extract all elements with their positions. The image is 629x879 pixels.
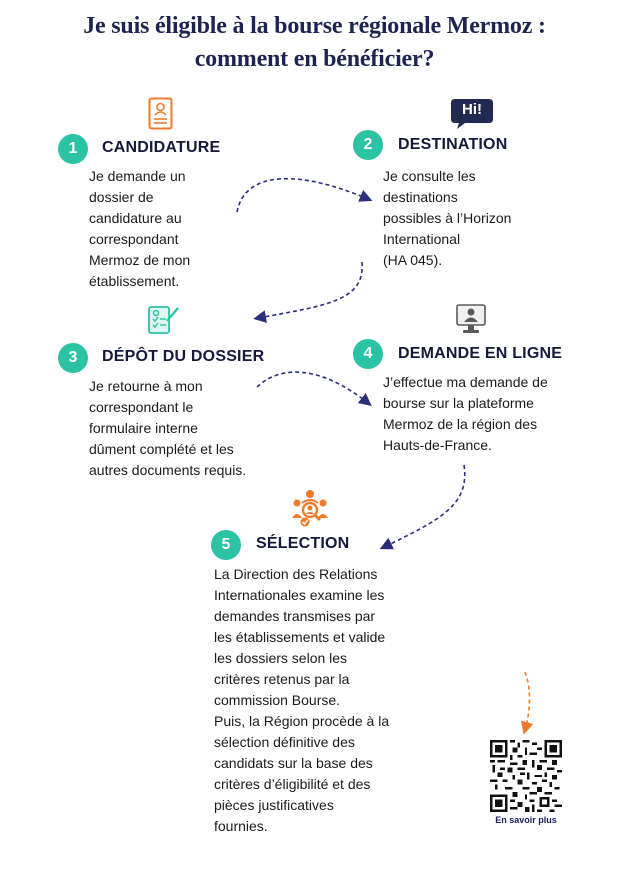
- step-2-text: Je consulte les destinations possibles à l’Horizon International (HA 045).: [383, 168, 512, 268]
- step-1-number: 1: [58, 134, 88, 164]
- step-5-text: La Direction des Relations Internationales examine les demandes transmises par les établissements et valide les dossiers selon les critères retenus par la commission Bourse. Puis, la Région procède à la sélection définitive des candidats sur la base des critères d’éligibilité et des pièces justificatives fournies.: [214, 566, 390, 834]
- step-2-title: DESTINATION: [398, 136, 508, 153]
- step-3-title: DÉPÔT DU DOSSIER: [102, 348, 265, 365]
- hi-bubble-text: Hi!: [462, 101, 482, 118]
- page-title-line-2: comment en bénéficier?: [194, 46, 435, 72]
- step-3-number: 3: [58, 343, 88, 373]
- hi-speech-bubble-icon: [449, 97, 495, 131]
- group-selection-icon: [290, 488, 330, 528]
- connector-1-to-2: [237, 179, 368, 212]
- checklist-clipboard-icon: [147, 304, 181, 336]
- connector-4-to-5: [384, 465, 465, 547]
- page-title-line-1: Je suis éligible à la bourse régionale Mermoz :: [83, 13, 546, 39]
- application-form-icon: [148, 97, 176, 131]
- step-1-text: Je demande un dossier de candidature au correspondant Mermoz de mon établissement.: [89, 168, 191, 289]
- step-5-title: SÉLECTION: [256, 535, 350, 552]
- step-3-text: Je retourne à mon correspondant le formulaire interne dûment complété et les autres documents requis.: [89, 378, 247, 478]
- step-4-number: 4: [353, 339, 383, 369]
- step-1-title: CANDIDATURE: [102, 139, 221, 156]
- connector-to-qr: [525, 672, 530, 730]
- connector-2-to-3: [258, 262, 362, 318]
- online-user-monitor-icon: [455, 303, 487, 335]
- connector-3-to-4: [257, 372, 368, 403]
- step-4-text: J’effectue ma demande de bourse sur la plateforme Mermoz de la région des Hauts-de-France.: [383, 374, 548, 453]
- step-2-number: 2: [353, 130, 383, 160]
- qr-code-icon[interactable]: [490, 740, 562, 812]
- qr-caption: En savoir plus: [495, 815, 557, 825]
- step-5-number: 5: [211, 530, 241, 560]
- step-4-title: DEMANDE EN LIGNE: [398, 345, 563, 362]
